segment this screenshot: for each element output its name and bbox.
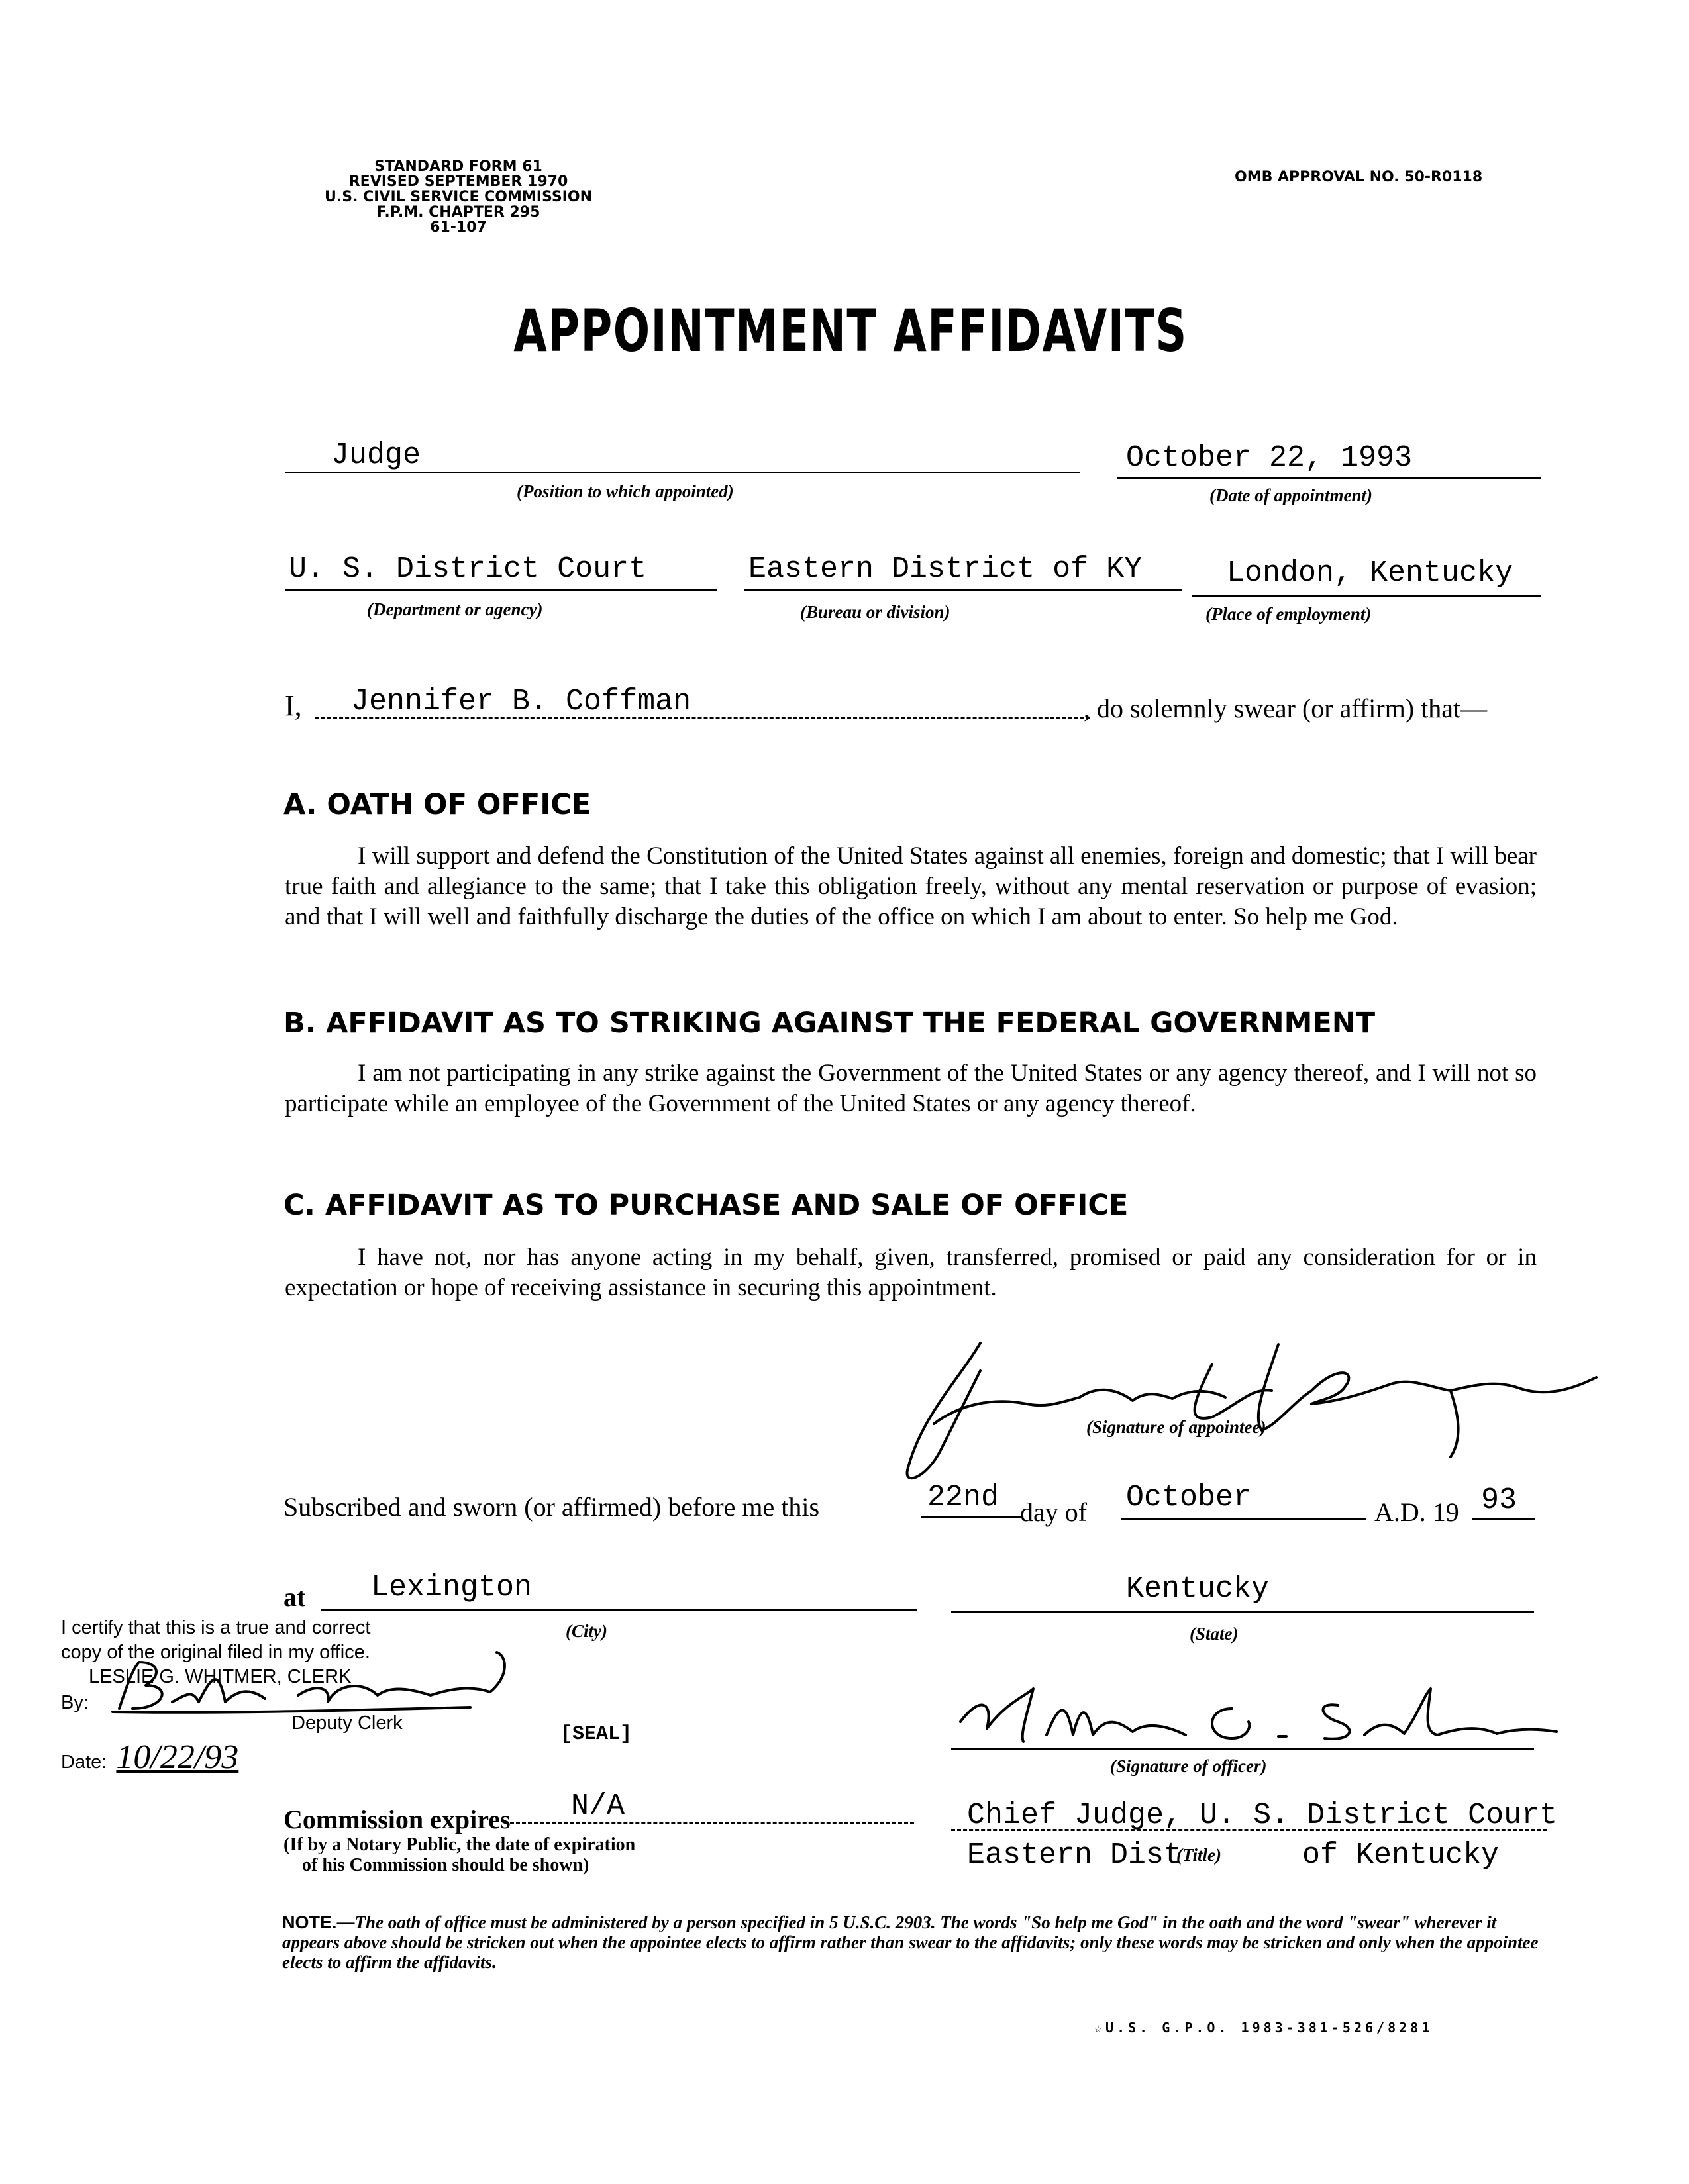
omb-approval: OMB APPROVAL NO. 50-R0118 [1235, 169, 1483, 185]
sworn-month: October [1126, 1481, 1252, 1514]
stamp-clerk-name: LESLIE G. WHITMER, CLERK [89, 1666, 352, 1687]
department-caption: (Department or agency) [367, 599, 543, 619]
position-value: Judge [331, 438, 421, 472]
stamp-role: Deputy Clerk [291, 1712, 403, 1734]
place-line [1192, 595, 1541, 597]
commission-line [510, 1822, 914, 1824]
deputy-clerk-signature [99, 1649, 530, 1722]
bureau-caption: (Bureau or division) [800, 602, 950, 622]
place-caption: (Place of employment) [1205, 604, 1372, 624]
state-value: Kentucky [1126, 1572, 1270, 1606]
city-line [321, 1609, 917, 1611]
bureau-value: Eastern District of KY [748, 552, 1143, 586]
date-value: October 22, 1993 [1126, 441, 1413, 475]
officer-signature-line [951, 1748, 1534, 1750]
form-note [282, 1912, 1554, 1972]
city-value: Lexington [371, 1571, 533, 1605]
note-label: NOTE.— [282, 1912, 355, 1932]
date-caption: (Date of appointment) [1209, 485, 1372, 505]
at-label: at [283, 1582, 306, 1612]
note-text: The oath of office must be administered by a person specified in 5 U.S.C. 2903. The words "So help me God" in the oath and the word "swear" wherever it appears above should be stricken out when the appointee elects to affirm rather than swear to the affidavits; only these words may be stricken and only when the appointee elects to affirm the affidavits. [282, 1912, 1539, 1972]
seal-marker: [SEAL] [560, 1723, 633, 1746]
appointee-name: Jennifer B. Coffman [351, 685, 691, 719]
department-line [285, 589, 717, 591]
oath-prefix: I, [285, 689, 302, 722]
stamp-line-1: I certify that this is a true and correct [61, 1617, 371, 1638]
stamp-date-value: 10/22/93 [116, 1738, 239, 1776]
stamp-date-label: Date: [61, 1752, 107, 1773]
position-line [285, 472, 1080, 473]
commission-value: N/A [571, 1789, 625, 1823]
commission-note-line-2: of his Commission should be shown) [302, 1855, 589, 1875]
sworn-day-of: day of [1020, 1497, 1088, 1527]
sworn-year-line [1472, 1518, 1535, 1520]
place-value: London, Kentucky [1227, 556, 1513, 590]
sworn-day-line [921, 1516, 1023, 1518]
section-a-heading: A. OATH OF OFFICE [283, 788, 591, 821]
gpo-print-code: ☆U.S. G.P.O. 1983-381-526/8281 [1094, 2020, 1433, 2036]
appointee-signature [881, 1324, 1629, 1497]
sworn-year: 93 [1481, 1483, 1517, 1517]
position-caption: (Position to which appointed) [517, 481, 734, 501]
oath-suffix: , do solemnly swear (or affirm) that— [1084, 693, 1488, 723]
appointee-name-line [315, 717, 1090, 719]
city-caption: (City) [566, 1621, 607, 1641]
appointee-signature-caption: (Signature of appointee) [1086, 1417, 1266, 1437]
department-value: U. S. District Court [289, 552, 647, 586]
state-caption: (State) [1190, 1624, 1239, 1644]
stamp-by-label: By: [61, 1692, 89, 1713]
officer-signature-caption: (Signature of officer) [1110, 1756, 1267, 1776]
title-caption: (Title) [1176, 1845, 1221, 1865]
bureau-line [744, 589, 1182, 591]
date-line [1117, 477, 1541, 479]
form-revision: REVISED SEPTEMBER 1970 [348, 174, 568, 190]
commission-note-line-1: (If by a Notary Public, the date of expiration [283, 1834, 636, 1855]
form-issuer: U.S. CIVIL SERVICE COMMISSION [325, 189, 592, 205]
form-number: STANDARD FORM 61 [374, 158, 542, 175]
page-title: APPOINTMENT AFFIDAVITS [513, 297, 1188, 365]
state-line [951, 1611, 1534, 1613]
form-code: 61-107 [430, 219, 487, 236]
sworn-ad: A.D. 19 [1374, 1497, 1459, 1527]
sworn-month-line [1121, 1518, 1366, 1520]
commission-label: Commission expires [283, 1805, 511, 1834]
officer-signature [947, 1675, 1570, 1755]
officer-title-line-1: Chief Judge, U. S. District Court [967, 1799, 1558, 1832]
sworn-prefix: Subscribed and sworn (or affirmed) before me this [283, 1492, 820, 1522]
section-a-text: I will support and defend the Constitution of the United States against all enemies, foreign and domestic; that I will bear true faith and allegiance to the same; that I take this obligation freely, without any mental reservation or purpose of evasion; and that I will well and faithfully discharge the duties of the office on which I am about to enter. So help me God. [285, 842, 1537, 930]
officer-title-line-2a: Eastern Dist [967, 1838, 1182, 1872]
section-b-text: I am not participating in any strike against the Government of the United States or any agency thereof, and I will not so participate while an employee of the Government of the United States or any agency thereof. [285, 1060, 1537, 1117]
section-c-heading: C. AFFIDAVIT AS TO PURCHASE AND SALE OF OFFICE [283, 1189, 1129, 1222]
form-identification [286, 159, 631, 235]
sworn-day: 22nd [927, 1481, 999, 1514]
form-chapter: F.P.M. CHAPTER 295 [376, 204, 540, 221]
stamp-line-2: copy of the original filed in my office. [61, 1642, 370, 1663]
commission-note [283, 1834, 635, 1875]
officer-title-line-2b: of Kentucky [1302, 1838, 1500, 1872]
officer-title-line [951, 1829, 1547, 1831]
section-c-text: I have not, nor has anyone acting in my behalf, given, transferred, promised or paid any consideration for or in expectation or hope of receiving assistance in securing this appointment. [285, 1244, 1537, 1301]
section-b-heading: B. AFFIDAVIT AS TO STRIKING AGAINST THE FEDERAL GOVERNMENT [283, 1007, 1376, 1040]
